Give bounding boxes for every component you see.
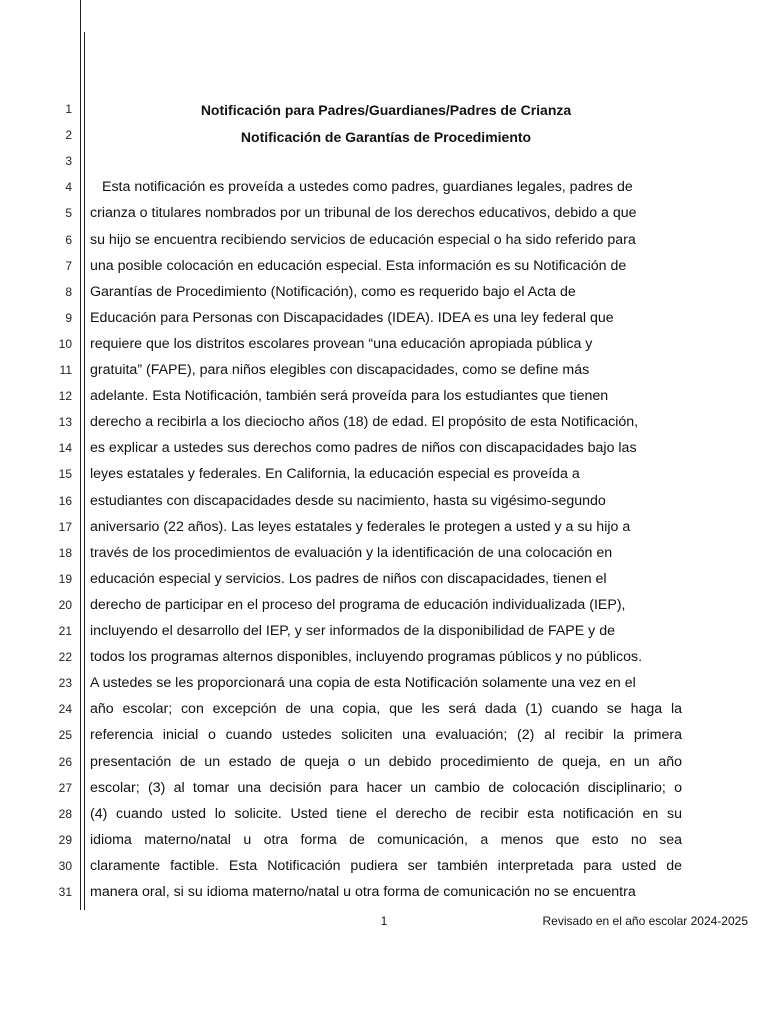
line-number: 8 [65,285,72,299]
document-title: Notificación para Padres/Guardianes/Padres de Crianza [200,102,572,118]
body-line: crianza o titulares nombrados por un tribunal de los derechos educativos, debido a que [90,205,637,221]
body-line: referencia inicial o cuando ustedes soliciten una evaluación; (2) al recibir la primera [90,727,682,743]
line-number: 9 [65,311,72,325]
body-line: todos los programas alternos disponibles, incluyendo programas públicos y no públicos. [90,649,643,665]
body-line: leyes estatales y federales. En California, la educación especial es proveída a [90,466,580,482]
line-number: 13 [58,415,72,429]
line-number: 1 [65,102,72,116]
line-number: 23 [58,676,72,690]
line-number: 27 [58,781,72,795]
line-number: 16 [58,494,72,508]
body-line: estudiantes con discapacidades desde su nacimiento, hasta su vigésimo-segundo [90,493,606,509]
body-line: idioma materno/natal u otra forma de comunicación, a menos que esto no sea [90,832,682,848]
document-subtitle: Notificación de Garantías de Procedimiento [240,129,532,145]
body-line: su hijo se encuentra recibiendo servicios de educación especial o ha sido referido para [90,232,636,248]
body-line: través de los procedimientos de evaluación y la identificación de una colocación en [90,545,613,561]
line-number: 18 [58,546,72,560]
line-number: 11 [59,363,72,377]
body-line: escolar; (3) al tomar una decisión para hacer un cambio de colocación disciplinario; o [90,780,682,796]
body-line: incluyendo el desarrollo del IEP, y ser informados de la disponibilidad de FAPE y de [90,623,615,639]
line-number: 2 [65,128,72,142]
line-number: 17 [58,520,72,534]
line-number: 3 [65,154,72,168]
line-number: 25 [58,728,72,742]
body-line: Esta notificación es proveída a ustedes como padres, guardianes legales, padres de [102,179,633,195]
line-number: 31 [58,885,72,899]
line-number: 6 [65,233,72,247]
page-number: 1 [380,914,388,928]
line-number: 20 [58,598,72,612]
line-number: 10 [58,337,72,351]
margin-rule-outer [80,0,81,910]
line-number: 29 [58,833,72,847]
line-number: 21 [58,624,72,638]
line-number: 15 [58,467,72,481]
body-line: claramente factible. Esta Notificación pudiera ser también interpretada para usted de [90,858,682,874]
line-number: 14 [58,441,72,455]
line-number: 7 [65,259,72,273]
body-line: Garantías de Procedimiento (Notificación), como es requerido bajo el Acta de [90,284,576,300]
body-line: gratuita” (FAPE), para niños elegibles con discapacidades, como se define más [90,362,590,378]
body-line: una posible colocación en educación especial. Esta información es su Notificación de [90,258,627,274]
line-number: 22 [58,650,72,664]
line-number: 12 [58,389,72,403]
body-line: requiere que los distritos escolares provean “una educación apropiada pública y [90,336,593,352]
body-line: adelante. Esta Notificación, también será proveída para los estudiantes que tienen [90,388,609,404]
line-number: 30 [58,859,72,873]
margin-rule-inner [84,32,85,910]
line-number: 24 [58,702,72,716]
body-line: A ustedes se les proporcionará una copia de esta Notificación solamente una vez en el [90,675,636,691]
body-line: manera oral, si su idioma materno/natal u otra forma de comunicación no se encuentra [90,884,636,900]
revision-note: Revisado en el año escolar 2024-2025 [542,914,748,928]
line-number: 26 [58,755,72,769]
body-line: derecho de participar en el proceso del programa de educación individualizada (IEP), [90,597,626,613]
line-number: 28 [58,807,72,821]
body-line: año escolar; con excepción de una copia, que les será dada (1) cuando se haga la [90,701,682,717]
body-line: es explicar a ustedes sus derechos como padres de niños con discapacidades bajo las [90,440,637,456]
line-number: 5 [65,206,72,220]
body-line: presentación de un estado de queja o un debido procedimiento de queja, en un año [90,754,682,770]
body-line: Educación para Personas con Discapacidades (IDEA). IDEA es una ley federal que [90,310,614,326]
body-line: derecho a recibirla a los dieciocho años (18) de edad. El propósito de esta Notificación, [90,414,639,430]
body-line: aniversario (22 años). Las leyes estatales y federales le protegen a usted y a su hijo a [90,519,631,535]
body-line: (4) cuando usted lo solicite. Usted tiene el derecho de recibir esta notificación en su [90,806,682,822]
line-number: 19 [58,572,72,586]
line-number: 4 [65,180,72,194]
body-line: educación especial y servicios. Los padres de niños con discapacidades, tienen el [90,571,607,587]
